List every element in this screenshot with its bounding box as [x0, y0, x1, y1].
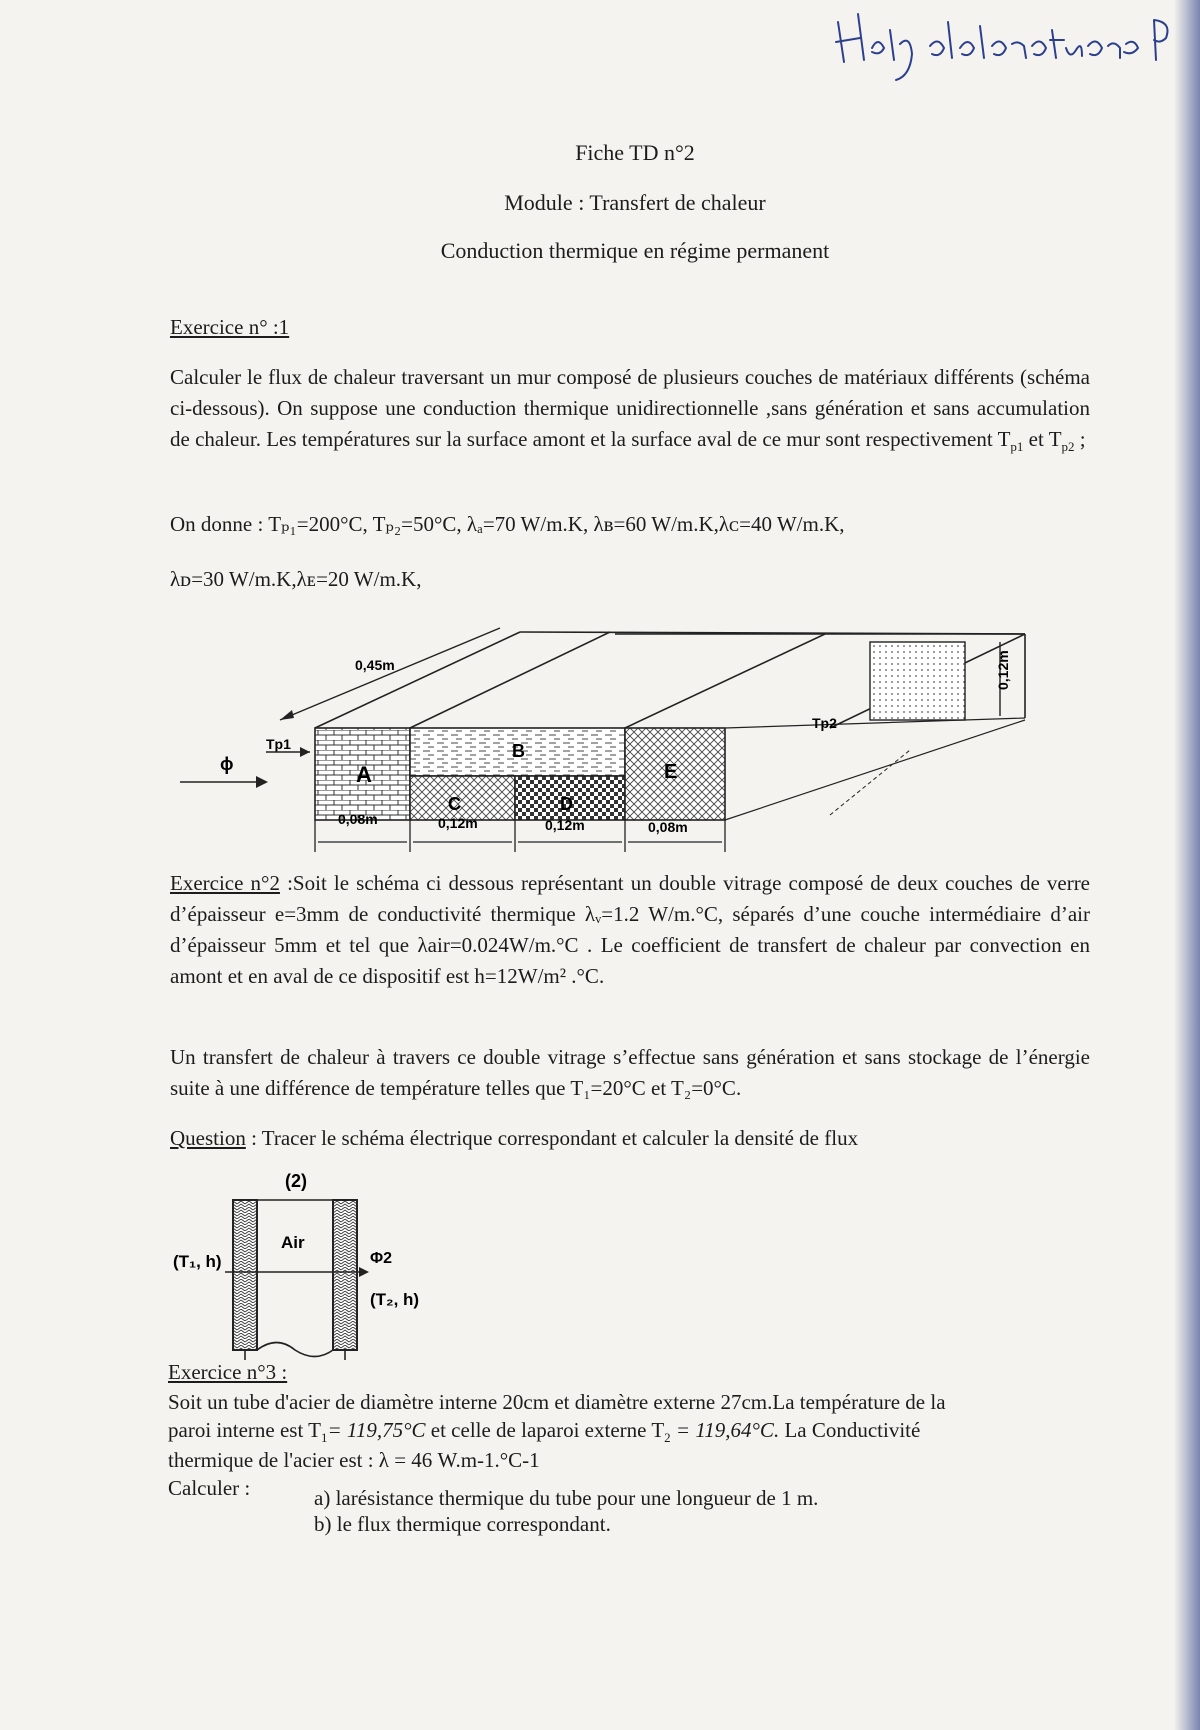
exercise-1-given-line-2: λᴅ=30 W/m.K,λᴇ=20 W/m.K,: [170, 567, 422, 591]
left-condition: (T₁, h): [173, 1252, 222, 1271]
exercise-1-and: et: [1028, 427, 1044, 451]
question-label: Question: [170, 1126, 246, 1150]
tp2-label: Tp2: [812, 715, 837, 731]
composite-wall-figure: [170, 620, 1040, 860]
far-face: [870, 642, 965, 720]
exercise-1-statement: [170, 362, 1090, 462]
dim-height: 0,12m: [995, 650, 1011, 690]
exercise-3-line-3: thermique de l'acier est : λ = 46 W.m-1.°C-1: [168, 1448, 540, 1472]
phi-2-label: Φ2: [370, 1250, 393, 1267]
exercise-3-item-a: a) larésistance thermique du tube pour une longueur de 1 m.: [314, 1486, 819, 1510]
figure-number: (2): [285, 1171, 307, 1191]
label-c: C: [448, 794, 461, 814]
width-2: 0,12m: [438, 815, 478, 831]
exercise-3-line-1: Soit un tube d'acier de diamètre interne 20cm et diamètre externe 27cm.La température de la: [168, 1390, 946, 1414]
layer-c: [410, 776, 515, 820]
tp1-label: Tp1: [266, 736, 291, 752]
exercise-1-title: Exercice n° :1: [170, 315, 290, 339]
exercise-2-intro: :Soit le schéma ci dessous représentant un double vitrage composé de deux couches de verre d’épaisseur e=3mm de conductivité thermique λᵥ=1.2 W/m.°C, séparés d’une couche intermédiaire d’air d’épaisseur 5mm et tel que λair=0.024W/m.°C . Le coefficient de transfert de chaleur par convection en amont et en aval de ce dispositif est h=12W/m² .°C.: [170, 871, 1091, 988]
exercise-2-paragraph-2: Un transfert de chaleur à travers ce double vitrage s’effectue sans génération et sans stockage de l’énergie suite à une différence de température telles que T₁=20°C et T₂=0°C.: [170, 1045, 1090, 1100]
label-b: B: [512, 741, 525, 761]
width-4: 0,08m: [648, 819, 688, 835]
exercise-1-text: Calculer le flux de chaleur traversant un mur composé de plusieurs couches de matériaux différents (schéma ci-dessous). On suppose une conduction thermique unidirectionnelle ,sans génération et sans accumulation de chaleur. Les températures sur la surface amont et la surface aval de ce mur sont respectivement: [170, 365, 1090, 451]
glass-pane-left: [233, 1200, 257, 1350]
exercise-3-item-b: b) le flux thermique correspondant.: [314, 1512, 611, 1536]
question-text: : Tracer le schéma électrique correspondant et calculer la densité de flux: [245, 1126, 859, 1150]
dim-length: 0,45m: [355, 657, 395, 673]
label-d: D: [560, 794, 573, 814]
exercise-2-question: [170, 1126, 858, 1151]
sheet-title: Fiche TD n°2: [575, 140, 695, 165]
exercise-2-title: Exercice n°2: [170, 871, 280, 895]
exercise-2-statement: [170, 868, 1090, 992]
air-label: Air: [281, 1233, 305, 1252]
exercise-3-title: Exercice n°3 :: [168, 1360, 288, 1384]
exercise-3-line-2: paroi interne est $T_1= 119,75^\circ C$ et celle de laparoi externe $T_2 = 119,64^\circ C$. La Conductivité: [168, 1418, 921, 1446]
glass-pane-right: [333, 1200, 357, 1350]
width-1: 0,08m: [338, 811, 378, 827]
exercise-1-tp1: $T_{p1}$: [997, 427, 1024, 455]
handwritten-signature: [820, 0, 1180, 90]
double-glazing-figure: [165, 1165, 455, 1360]
right-condition: (T₂, h): [370, 1290, 420, 1309]
exercise-3-calc-label: Calculer :: [168, 1476, 251, 1500]
exercise-1-tp2: $T_{p2}$: [1048, 427, 1075, 455]
label-a: A: [356, 762, 372, 787]
exercise-1-end: ;: [1079, 427, 1086, 451]
label-e: E: [664, 761, 678, 783]
width-3: 0,12m: [545, 817, 585, 833]
exercise-1-given-line-1: On donne : Tₚ₁=200°C, Tₚ₂=50°C, λₐ=70 W/m.K, λʙ=60 W/m.K,λᴄ=40 W/m.K,: [170, 512, 845, 536]
phi-label: ϕ: [220, 754, 234, 774]
subject-title: Conduction thermique en régime permanent: [440, 238, 830, 263]
module-title: Module : Transfert de chaleur: [504, 190, 766, 215]
